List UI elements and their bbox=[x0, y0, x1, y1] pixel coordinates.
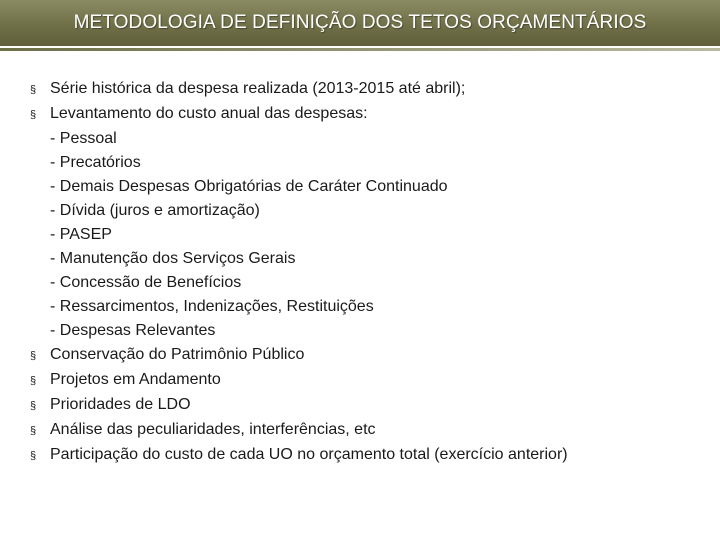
bullet-item-serie-historica bbox=[30, 77, 710, 102]
bullet-text: Conservação do Patrimônio Público bbox=[50, 346, 305, 363]
bullet-item-participacao bbox=[30, 443, 710, 468]
bullet-item-levantamento bbox=[30, 102, 710, 343]
bullet-item-conservacao bbox=[30, 343, 710, 368]
title-divider bbox=[0, 48, 720, 51]
slide-title: METODOLOGIA DE DEFINIÇÃO DOS TETOS ORÇAMENTÁRIOS bbox=[73, 12, 647, 33]
bullet-section-icon: § bbox=[30, 400, 37, 412]
bullet-text: Projetos em Andamento bbox=[50, 371, 221, 388]
bullet-item-prioridades bbox=[30, 393, 710, 418]
bullet-text: Levantamento do custo anual das despesas: bbox=[50, 105, 368, 122]
bullet-section-icon: § bbox=[30, 375, 37, 387]
bullet-text: Prioridades de LDO bbox=[50, 396, 191, 413]
bullet-text: Participação do custo de cada UO no orçamento total (exercício anterior) bbox=[50, 446, 568, 463]
bullet-section-icon: § bbox=[30, 84, 37, 96]
sub-item-divida: - Dívida (juros e amortização) bbox=[50, 202, 260, 219]
title-bar bbox=[0, 0, 720, 46]
sub-item-demais-despesas: - Demais Despesas Obrigatórias de Caráter Continuado bbox=[50, 178, 448, 195]
sub-item-pessoal: - Pessoal bbox=[50, 130, 117, 147]
bullet-text: Análise das peculiaridades, interferências, etc bbox=[50, 421, 376, 438]
bullet-section-icon: § bbox=[30, 109, 37, 121]
sub-item-pasep: - PASEP bbox=[50, 226, 112, 243]
bullet-section-icon: § bbox=[30, 425, 37, 437]
sub-item-despesas-relevantes: - Despesas Relevantes bbox=[50, 322, 216, 339]
bullet-section-icon: § bbox=[30, 350, 37, 362]
expense-sublist bbox=[30, 127, 710, 343]
sub-item-precatorios: - Precatórios bbox=[50, 154, 141, 171]
bullet-item-projetos bbox=[30, 368, 710, 393]
sub-item-concessao: - Concessão de Benefícios bbox=[50, 274, 242, 291]
bullet-section-icon: § bbox=[30, 450, 37, 462]
bullet-list bbox=[30, 77, 710, 468]
sub-item-manutencao: - Manutenção dos Serviços Gerais bbox=[50, 250, 296, 267]
bullet-item-analise bbox=[30, 418, 710, 443]
bullet-text: Série histórica da despesa realizada (2013-2015 até abril); bbox=[50, 80, 466, 97]
sub-item-ressarcimentos: - Ressarcimentos, Indenizações, Restituições bbox=[50, 298, 374, 315]
